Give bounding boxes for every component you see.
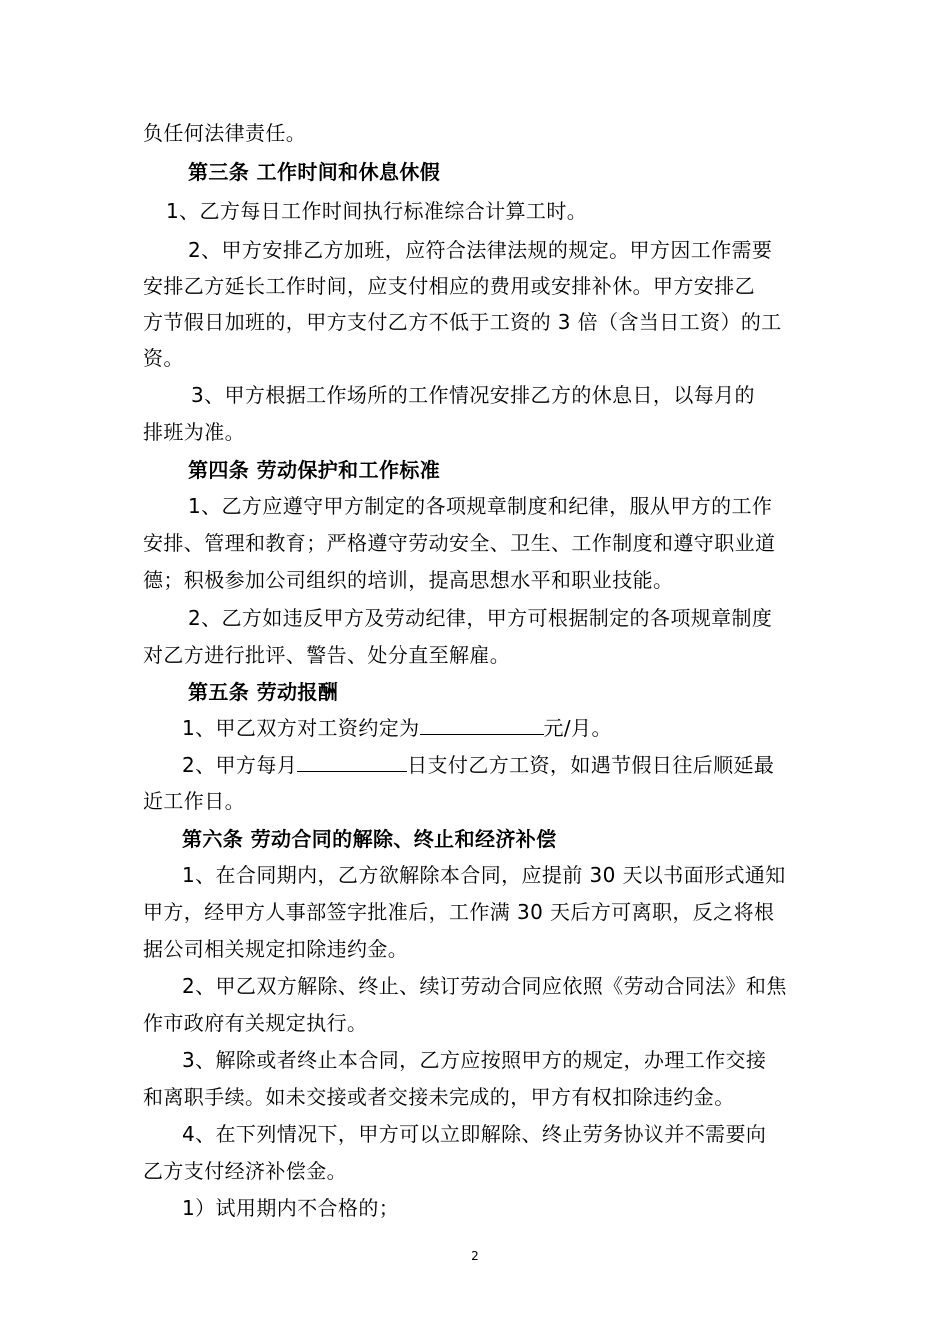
paragraph-line: 1、在合同期内，乙方欲解除本合同，应提前 30 天以书面形式通知 [182,863,786,887]
paragraph-line: 4、在下列情况下，甲方可以立即解除、终止劳务协议并不需要向 [182,1122,767,1146]
payday-clause-rest: 日支付乙方工资，如遇节假日往后顺延最 [407,753,775,777]
paragraph-line: 资。 [143,346,184,370]
paragraph-line: 据公司相关规定扣除违约金。 [143,937,409,961]
paragraph-line: 2、甲乙双方解除、终止、续订劳动合同应依照《劳动合同法》和焦 [182,974,787,998]
paragraph-line: 2、甲方安排乙方加班，应符合法律法规的规定。甲方因工作需要 [188,238,773,262]
paragraph-line: 负任何法律责任。 [143,121,307,145]
paragraph-line: 对乙方进行批评、警告、处分直至解雇。 [143,643,511,667]
salary-unit-text: 元/月。 [543,716,612,740]
page-number: 2 [471,1249,479,1263]
paragraph-line [182,750,774,780]
payday-clause-text: 2、甲方每月 [182,753,298,777]
section-heading: 第五条 劳动报酬 [188,680,339,704]
paragraph-line: 2、乙方如违反甲方及劳动纪律，甲方可根据制定的各项规章制度 [188,606,773,630]
paragraph-line: 3、解除或者终止本合同，乙方应按照甲方的规定，办理工作交接 [182,1048,767,1072]
salary-clause-text: 1、甲乙双方对工资约定为 [182,716,420,740]
paragraph-line: 方节假日加班的，甲方支付乙方不低于工资的 3 倍（含当日工资）的工 [143,310,782,334]
paragraph-line: 安排乙方延长工作时间，应支付相应的费用或安排补休。甲方安排乙 [143,274,755,298]
section-heading: 第六条 劳动合同的解除、终止和经济补偿 [182,827,557,851]
paragraph-line: 近工作日。 [143,789,245,813]
payday-blank[interactable] [297,751,407,772]
paragraph-line: 1、乙方每日工作时间执行标准综合计算工时。 [166,199,588,223]
section-heading: 第四条 劳动保护和工作标准 [188,458,441,482]
paragraph-line: 安排、管理和教育；严格遵守劳动安全、卫生、工作制度和遵守职业道 [143,531,776,555]
paragraph-line: 1、乙方应遵守甲方制定的各项规章制度和纪律，服从甲方的工作 [188,494,773,518]
paragraph-line: 排班为准。 [143,420,245,444]
section-heading: 第三条 工作时间和休息休假 [188,160,441,184]
salary-amount-blank[interactable] [420,714,544,735]
paragraph-line: 1）试用期内不合格的； [182,1196,400,1220]
paragraph-line: 和离职手续。如未交接或者交接未完成的，甲方有权扣除违约金。 [143,1085,735,1109]
paragraph-line: 甲方，经甲方人事部签字批准后，工作满 30 天后方可离职，反之将根 [143,900,775,924]
paragraph-line: 3、甲方根据工作场所的工作情况安排乙方的休息日，以每月的 [191,383,755,407]
paragraph-line [182,713,612,743]
paragraph-line: 德；积极参加公司组织的培训，提高思想水平和职业技能。 [143,568,674,592]
paragraph-line: 作市政府有关规定执行。 [143,1011,368,1035]
paragraph-line: 乙方支付经济补偿金。 [143,1159,347,1183]
